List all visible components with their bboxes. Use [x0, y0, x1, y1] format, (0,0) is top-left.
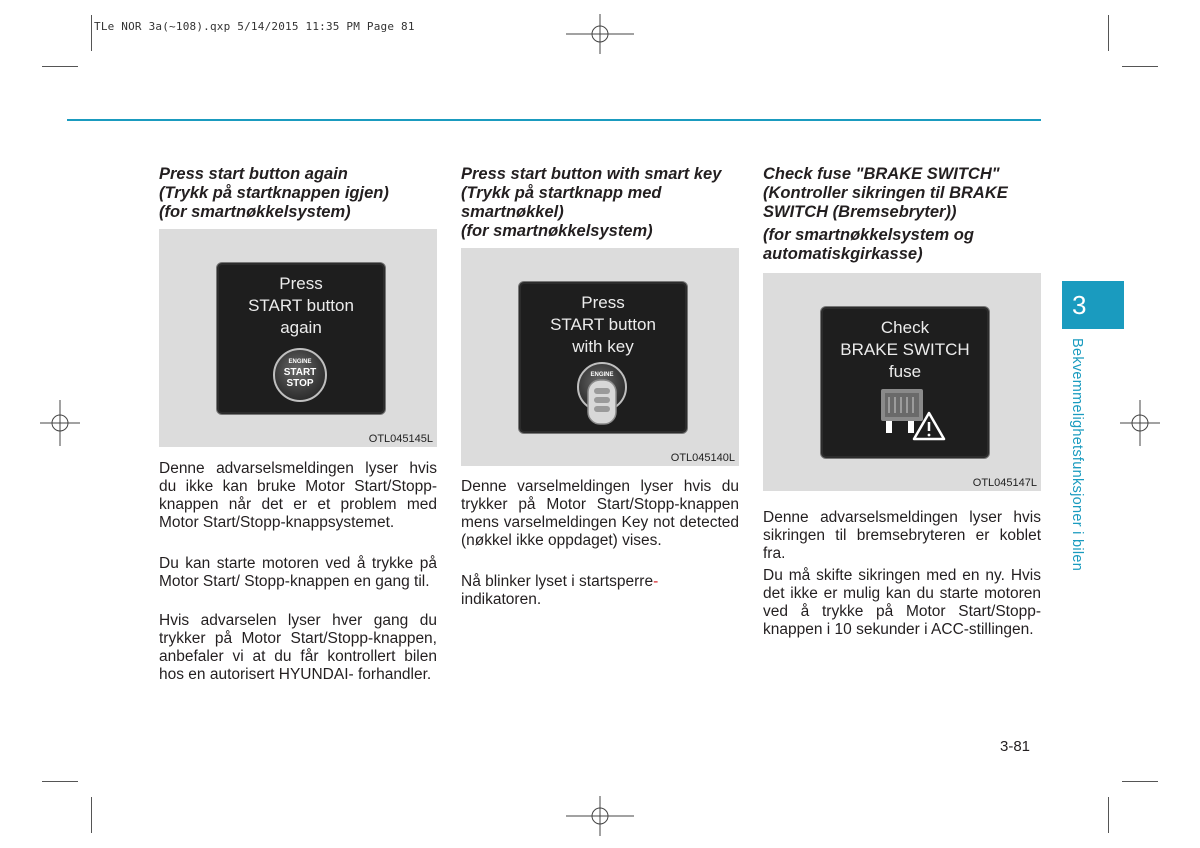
engine-start-stop-button-icon — [273, 348, 327, 402]
page-number: 3-81 — [1000, 738, 1031, 755]
display-line: fuse — [888, 362, 922, 381]
column-3-headings — [763, 165, 1041, 264]
display-line: Check — [880, 318, 930, 337]
cluster-display — [216, 262, 386, 415]
paragraph: Hvis advarselen lyser hver gang du trykker på Motor Start/Stopp-knappen, anbefaler vi at du får kontrollert bilen hos en autorisert HYUNDAI- forhandler. — [159, 612, 437, 683]
paragraph: Du kan starte motoren ved å trykke på Motor Start/ Stopp-knappen en gang til. — [159, 555, 437, 590]
figure-code: OTL045140L — [670, 452, 735, 464]
button-label-engine: ENGINE — [288, 359, 312, 365]
paragraph: Denne advarselsmeldingen lyser hvis du ikke kan bruke Motor Start/Stopp- knappen når det er et problem med Motor Start/Stopp-knappsystemet. — [159, 460, 437, 531]
paragraph: Denne varselmeldingen lyser hvis du trykker på Motor Start/Stopp-knappen mens varselmeldingen Key not detected (nøkkel ikke oppdaget) vises. — [461, 478, 739, 549]
column-1-headings — [159, 165, 437, 222]
chapter-tab: 3 — [1062, 281, 1124, 329]
button-label-engine: ENGINE — [590, 372, 614, 378]
smart-key-icon — [585, 378, 619, 428]
column-2-headings — [461, 165, 739, 241]
registration-mark-left — [40, 400, 80, 446]
side-title — [1065, 338, 1089, 598]
display-line: again — [280, 318, 322, 337]
cluster-display — [518, 281, 688, 434]
heading: Press start button with smart key (Trykk på startknapp med smartnøkkel) — [461, 165, 722, 221]
paragraph: Denne advarselsmeldingen lyser hvis sikringen til bremsebryteren er koblet fra. — [763, 509, 1041, 562]
button-label-stop: STOP — [286, 378, 314, 389]
heading: (for smartnøkkelsystem og automatiskgirkasse) — [763, 226, 974, 263]
display-line: Press — [581, 293, 625, 312]
figure-press-start-with-key — [461, 248, 739, 466]
heading: (Trykk på startknappen igjen) — [159, 184, 389, 202]
display-line: BRAKE SWITCH — [840, 340, 970, 359]
display-line: Press — [279, 274, 323, 293]
display-line: START button — [248, 296, 354, 315]
side-title-text: Bekvemmelighetsfunksjoner i bilen — [1069, 338, 1085, 572]
paragraph-blinker — [461, 573, 739, 609]
figure-press-start-again — [159, 229, 437, 447]
figure-code: OTL045145L — [368, 433, 433, 445]
figure-check-brake-switch-fuse — [763, 273, 1041, 491]
registration-mark-bottom — [566, 796, 634, 836]
hyphen: - — [653, 573, 659, 590]
paragraph-text: Nå blinker lyset i startsperre — [461, 573, 654, 590]
print-slug: TLe NOR 3a(~108).qxp 5/14/2015 11:35 PM Page 81 — [94, 20, 415, 33]
paragraph: Du må skifte sikringen med en ny. Hvis det ikke er mulig kan du starte motoren ved å trykke på Motor Start/Stopp-knappen i 10 sekunder i ACC-stillingen. — [763, 567, 1041, 638]
heading: Check fuse "BRAKE SWITCH" (Kontroller sikringen til BRAKE SWITCH (Bremsebryter)) — [763, 165, 1008, 221]
heading: (for smartnøkkelsystem) — [461, 222, 653, 240]
registration-mark-right — [1120, 400, 1160, 446]
cluster-display — [820, 306, 990, 459]
figure-code: OTL045147L — [972, 477, 1037, 489]
fuse-warning-icon — [877, 387, 947, 445]
heading: (for smartnøkkelsystem) — [159, 203, 351, 221]
display-line: with key — [572, 337, 634, 356]
heading: Press start button again — [159, 165, 348, 183]
registration-mark-top — [566, 14, 634, 54]
display-line: START button — [550, 315, 656, 334]
button-label-start: START — [283, 367, 317, 378]
header-rule — [67, 119, 1041, 121]
paragraph-text-rest: indikatoren. — [461, 591, 542, 608]
